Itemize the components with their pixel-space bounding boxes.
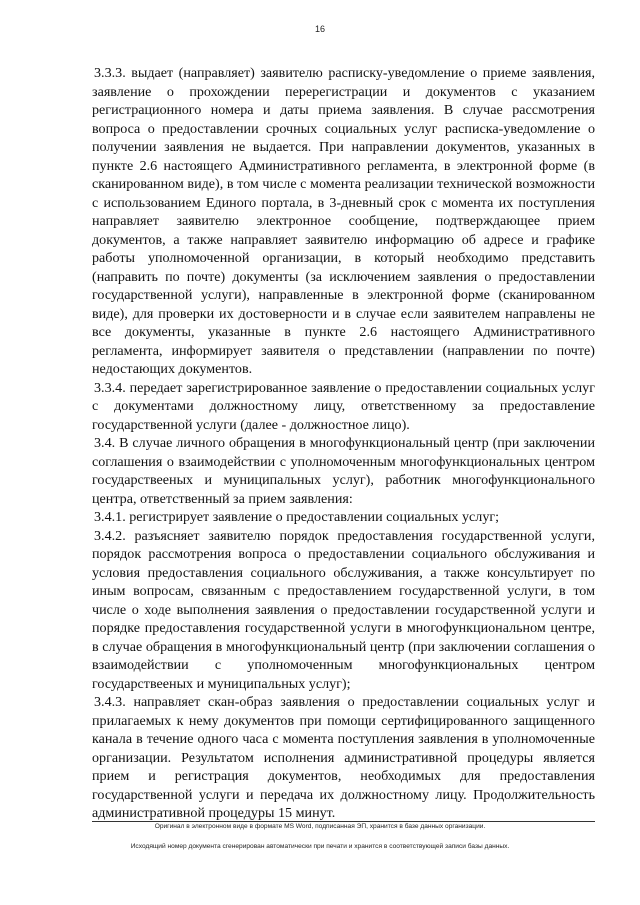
- document-body: [92, 64, 595, 823]
- footer-note-outgoing-number: Исходящий номер документа сгенерирован автоматически при печати и хранится в соответствующей записи базы данных.: [130, 843, 510, 850]
- footer-note-original: Оригинал в электронном виде в формате MS Word, подписанная ЭП, хранится в базе данных организации.: [154, 823, 486, 830]
- paragraph-3-4-3: 3.4.3. направляет скан-образ заявления о предоставлении социальных услуг и прилагаемых к нему документов при помощи сертифицированного защищенного канала в течение одного часа с момента поступления заявления в уполномоченные организации. Результатом исполнения административной процедуры является прием и регистрация документов, необходимых для предоставления государственной услуги и передача их должностному лицу. Продолжительность административной процедуры 15 минут.: [92, 694, 595, 821]
- paragraph-3-3-4: 3.3.4. передает зарегистрированное заявление о предоставлении социальных услуг с документами должностному лицу, ответственному за предоставление государственной услуги (далее - должностное лицо).: [92, 379, 595, 433]
- page-number: 16: [314, 24, 325, 34]
- paragraph-3-4-1: 3.4.1. регистрирует заявление о предоставлении социальных услуг;: [94, 509, 500, 525]
- footer-divider: [92, 821, 595, 822]
- paragraph-3-3-3: 3.3.3. выдает (направляет) заявителю расписку-уведомление о приеме заявления, заявление о прохождении перерегистрации и документов с указанием регистрационного номера и даты приема заявления. В случае рассмотрения вопроса о предоставлении срочных социальных услуг расписка-уведомление о получении заявления не выдается. При направлении документов, указанных в пункте 2.6 настоящего Административного регламента, в электронной форме (в сканированном виде), в том числе с момента реализации технической возможности с использованием Единого портала, в 3-дневный срок с момента их поступления направляет заявителю электронное сообщение, подтверждающее прием документов, а также направляет заявителю информацию об адресе и графике работы уполномоченной организации, в который необходимо представить (направить по почте) документы (за исключением заявления о предоставлении государственной услуги), направленные в электронной форме (сканированном виде), для проверки их достоверности и в случае если заявителем направлены не все документы, указанные в пункте 2.6 настоящего Административного регламента, информирует заявителя о представлении (направлении по почте) недостающих документов.: [92, 65, 595, 377]
- paragraph-3-4: 3.4. В случае личного обращения в многофункциональный центр (при заключении соглашения о взаимодействии с уполномоченным многофункциональных центром государствееных и муниципальных услуг), работник многофункционального центра, ответственный за прием заявления:: [92, 435, 595, 507]
- paragraph-3-4-2: 3.4.2. разъясняет заявителю порядок предоставления государственной услуги, порядок рассмотрения вопроса о предоставлении социального обслуживания и условия предоставления социального обслуживания, а также консультирует по иным вопросам, связанным с предоставлением государственной услуги, в том числе о ходе выполнения заявления о предоставлении государственной услуги и порядке предоставления государственной услуги в многофункциональном центре, в случае обращения в многофункциональный центр (при заключении соглашения о взаимодействии с уполномоченным многофункциональных центром государствееных и муниципальных услуг);: [92, 527, 595, 692]
